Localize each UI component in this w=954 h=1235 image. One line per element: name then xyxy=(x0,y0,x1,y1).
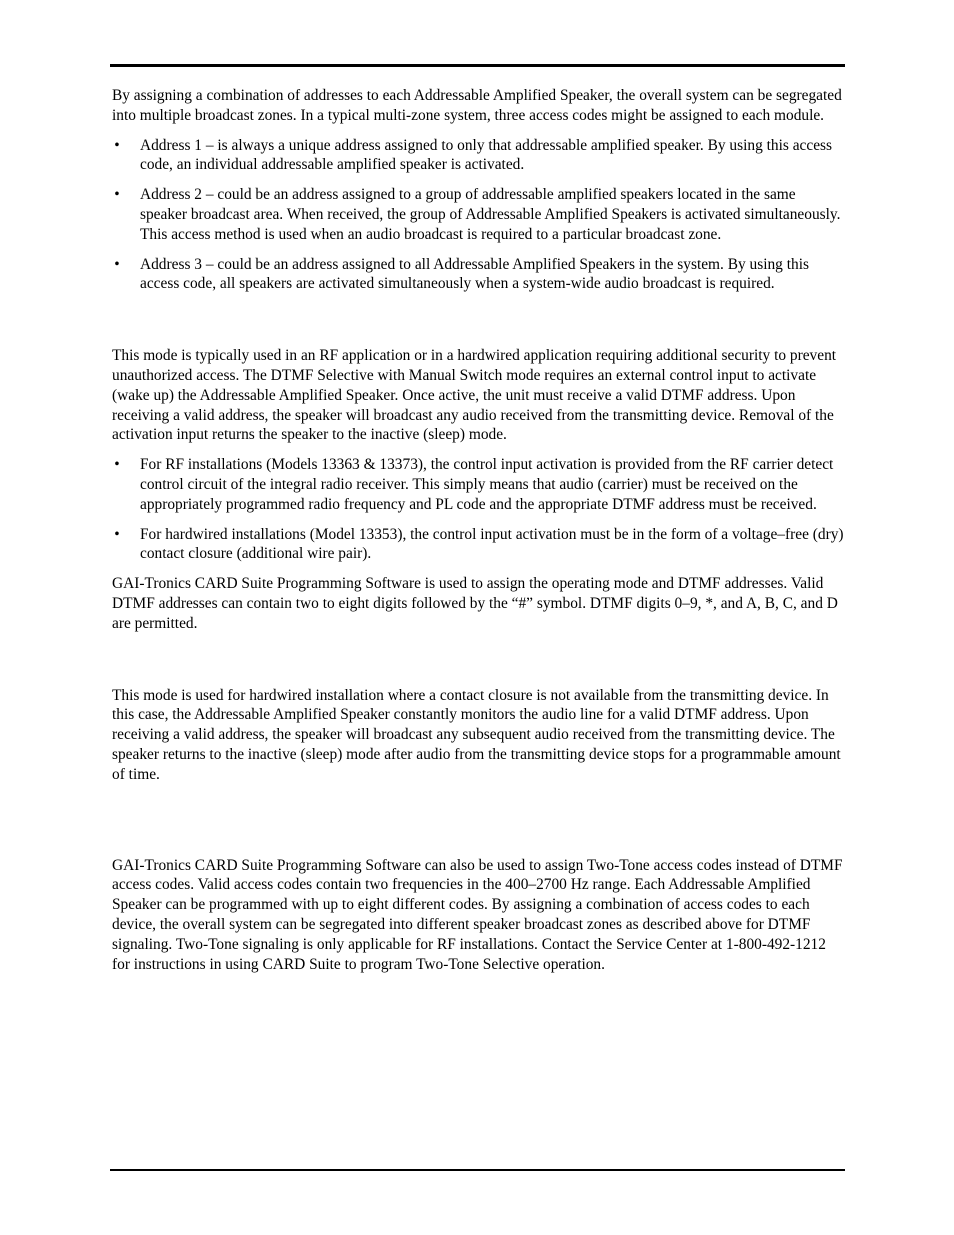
list-item-address-3 xyxy=(112,255,844,295)
installation-list xyxy=(112,455,844,564)
footer-rule xyxy=(110,1169,845,1171)
list-item-hardwired-installations xyxy=(112,525,844,565)
address-list xyxy=(112,136,844,295)
list-item-text: For RF installations (Models 13363 & 13373), the control input activation is provided from the RF carrier detect control circuit of the integral radio receiver. This simply means that audio (carrier) must be received on the appropriately programmed radio frequency and PL code and the appropriate DTMF address must be received. xyxy=(140,456,834,513)
list-item-text: Address 2 – could be an address assigned to a group of addressable amplified speakers located in the same speaker broadcast area. When received, the group of Addressable Amplified Speakers is activated simultaneously. This access method is used when an audio broadcast is required to a particular broadcast zone. xyxy=(140,186,841,243)
header-rule xyxy=(110,64,845,67)
two-tone-paragraph: GAI-Tronics CARD Suite Programming Software can also be used to assign Two-Tone access codes instead of DTMF access codes. Valid access codes contain two frequencies in the 400–2700 Hz range. Each Addressable Amplified Speaker can be programmed with up to eight different codes. By assigning a combination of access codes to each device, the overall system can be segregated into different speaker broadcast zones as described above for DTMF signaling. Two-Tone signaling is only applicable for RF installations. Contact the Service Center at 1-800-492-1212 for instructions in using CARD Suite to program Two-Tone Selective operation. xyxy=(112,856,843,973)
bullet-icon: • xyxy=(114,186,120,204)
addressing-intro-paragraph: By assigning a combination of addresses to each Addressable Amplified Speaker, the overall system can be segregated into multiple broadcast zones. In a typical multi-zone system, three access codes might be assigned to each module. xyxy=(112,87,842,124)
bullet-icon: • xyxy=(114,136,120,154)
list-item-address-2 xyxy=(112,185,844,244)
manual-switch-mode-paragraph: This mode is typically used in an RF application or in a hardwired application requiring additional security to prevent unauthorized access. The DTMF Selective with Manual Switch mode requires an external control input to activate (wake up) the Addressable Amplified Speaker. Once active, the unit must receive a valid DTMF address. Upon receiving a valid address, the speaker will broadcast any audio received from the transmitting device. Removal of the activation input returns the speaker to the inactive (sleep) mode. xyxy=(112,347,837,444)
dtmf-programming-paragraph: GAI-Tronics CARD Suite Programming Software is used to assign the operating mode and DTMF addresses. Valid DTMF addresses can contain two to eight digits followed by the “#” symbol. DTMF digits 0–9, *, and A, B, C, and D are permitted. xyxy=(112,575,838,632)
bullet-icon: • xyxy=(114,255,120,273)
list-item-text: Address 1 – is always a unique address assigned to only that addressable amplified speaker. By using this access code, an individual addressable amplified speaker is activated. xyxy=(140,136,832,174)
list-item-text: For hardwired installations (Model 13353), the control input activation must be in the form of a voltage–free (dry) contact closure (additional wire pair). xyxy=(140,525,844,563)
bullet-icon: • xyxy=(114,456,120,474)
list-item-address-1 xyxy=(112,136,844,176)
list-item-rf-installations xyxy=(112,455,844,514)
audio-monitor-mode-paragraph: This mode is used for hardwired installation where a contact closure is not available from the transmitting device. In this case, the Addressable Amplified Speaker constantly monitors the audio line for a valid DTMF address. Upon receiving a valid address, the speaker will broadcast any subsequent audio received from the transmitting device. The speaker returns to the inactive (sleep) mode after audio from the transmitting device stops for a programmable amount of time. xyxy=(112,686,841,783)
list-item-text: Address 3 – could be an address assigned to all Addressable Amplified Speakers in the system. By using this access code, all speakers are activated simultaneously when a system-wide audio broadcast is required. xyxy=(140,255,809,293)
page-body xyxy=(112,86,844,974)
bullet-icon: • xyxy=(114,525,120,543)
